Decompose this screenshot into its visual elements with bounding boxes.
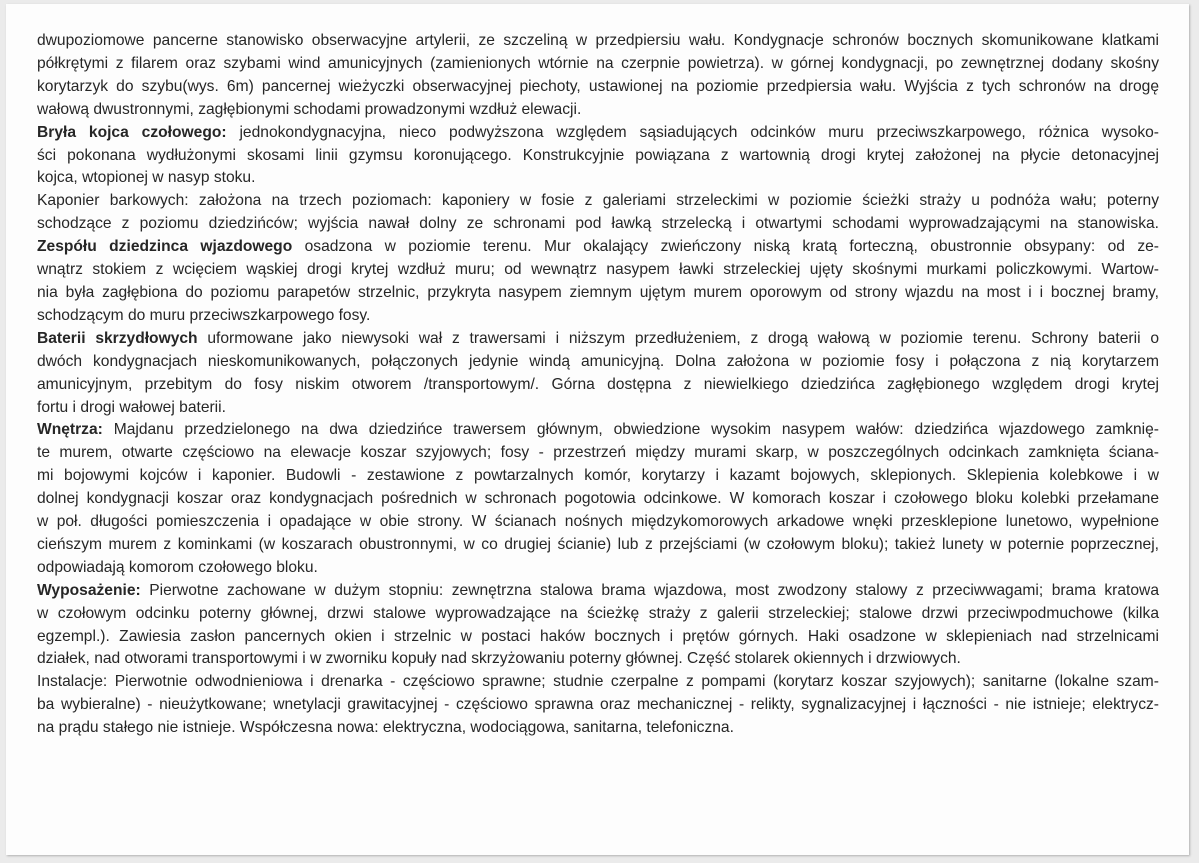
- text-line: Baterii skrzydłowych uformowane jako niewysoki wał z trawersami i niższym przedłużeniem, z drogą wałową w poziomie terenu. Schrony baterii o: [37, 329, 1159, 347]
- text-line: dolnej kondygnacji koszar oraz kondygnacjach pośrednich w schronach pogotowia odcinkowe. W komorach koszar i czołowego bloku kolebki przełamane: [37, 490, 1159, 508]
- text-line: Bryła kojca czołowego: jednokondygnacyjna, nieco podwyższona względem sąsiadujących odcinków muru przeciwszkarpowego, różnica wysoko-: [37, 123, 1159, 141]
- text-line: wnątrz stokiem z wcięciem wąskiej drogi krytej wzdłuż muru; od wewnątrz nasypem ławki strzeleckiej ujęty skośnymi murkami policzkowymi. Wartow-: [37, 261, 1159, 279]
- text-line: te murem, otwarte częściowo na elewacje koszar szyjowych; fosy - przestrzeń między murami skarp, w poszczególnych odcinkach zamknięta ściana-: [37, 444, 1159, 462]
- text-line: Instalacje: Pierwotnie odwodnieniowa i drenarka - częściowo sprawne; studnie czerpalne z pompami (korytarz koszar szyjowych); sanitarne (lokalne szam-: [37, 673, 1159, 691]
- text-line: ści pokonana wydłużonymi skosami linii gzymsu koronującego. Konstrukcyjnie powiązana z wartownią drogi krytej założonej na płycie detonacyjnej: [37, 146, 1159, 164]
- text-line: kojca, wtopionej w nasyp stoku.: [37, 169, 256, 187]
- section-heading: Bryła kojca czołowego:: [37, 123, 227, 141]
- text-line: Wnętrza: Majdanu przedzielonego na dwa dziedzińce trawersem głównym, obwiedzione wysokim nasypem wałów: dziedzińca wjazdowego zamknię-: [37, 421, 1159, 439]
- text-line: schodzące z poziomu dziedzińców; wyjścia nawał dolny ze schronami pod ławką strzelecką i otwartymi schodami wyprowadzającymi na stanowiska.: [37, 215, 1159, 233]
- text-line: działek, nad otworami transportowymi i w zworniku kopuły nad skrzyżowaniu poterny głównej. Część stolarek okiennych i drzwiowych.: [37, 650, 961, 668]
- section-heading: Wnętrza:: [37, 421, 103, 439]
- body-text: [37, 30, 1159, 740]
- text-line: w poł. długości pomieszczenia i opadające w obie strony. W ścianach nośnych międzykomorowych arkadowe wnęki przesklepione lunetowo, wypełnione: [37, 513, 1159, 531]
- text-line: na prądu stałego nie istnieje. Współczesna nowa: elektryczna, wodociągowa, sanitarna, telefoniczna.: [37, 719, 734, 737]
- text-line: cieńszym murem z kominkami (w koszarach obustronnymi, w co drugiej ścianie) lub z przejściami (w czołowym bloku); takież lunety w poternie poprzecznej,: [37, 535, 1159, 553]
- text-line: mi bojowymi kojców i kaponier. Budowli - zestawione z powtarzalnych komór, korytarzy i kazamt bojowych, sklepionych. Sklepienia kolebkowe i w: [37, 467, 1159, 485]
- section-heading: Wyposażenie:: [37, 581, 141, 599]
- text-line: Kaponier barkowych: założona na trzech poziomach: kaponiery w fosie z galeriami strzeleckimi w poziomie ścieżki straży u podnóża wału; poterny: [37, 192, 1159, 210]
- text-line: w czołowym odcinku poterny głównej, drzwi stalowe wyprowadzające na ścieżkę straży z galerii strzeleckiej; stalowe drzwi przeciwpodmuchowe (kilka: [37, 604, 1159, 622]
- text-line: półkrętymi z filarem oraz szybami wind amunicyjnych (zamienionych wtórnie na czerpnie powietrza). w górnej kondygnacji, po zewnętrznej dodany skośny: [37, 54, 1159, 72]
- section-heading: Zespółu dziedzinca wjazdowego: [37, 238, 293, 256]
- text-line: ba wybieralne) - nieużytkowane; wnetylacji grawitacyjnej - częściowo sprawna oraz mechanicznej - relikty, sygnalizacyjnej i łączności - nie istnieje; elektrycz-: [37, 696, 1159, 714]
- section-heading: Baterii skrzydłowych: [37, 329, 198, 347]
- text-line: fortu i drogi wałowej baterii.: [37, 398, 226, 416]
- text-line: nia była zagłębiona do poziomu parapetów strzelnic, przykryta nasypem ziemnym ujętym murem oporowym od strony wjazdu na most i i bocznej bramy,: [37, 283, 1159, 301]
- text-line: Wyposażenie: Pierwotne zachowane w dużym stopniu: zewnętrzna stalowa brama wjazdowa, most zwodzony stalowy z przeciwwagami; brama kratowa: [37, 581, 1159, 599]
- text-line: amunicyjnym, przebitym do fosy niskim otworem /transportowym/. Górna dostępna z niewielkiego dziedzińca zagłębionego względem drogi krytej: [37, 375, 1159, 393]
- text-line: schodzącym do muru przeciwszkarpowego fosy.: [37, 306, 371, 324]
- text-line: egzempl.). Zawiesia zasłon pancernych okien i strzelnic w postaci haków bocznych i prętów górnych. Haki osadzone w sklepieniach nad strzelnicami: [37, 627, 1159, 645]
- text-line: dwóch kondygnacjach nieskomunikowanych, połączonych jedynie windą amunicyjną. Dolna założona w poziomie fosy i połączona z nią korytarzem: [37, 352, 1159, 370]
- text-line: Zespółu dziedzinca wjazdowego osadzona w poziomie terenu. Mur okalający zwieńczony niską kratą forteczną, obustronnie obsypany: od ze-: [37, 238, 1159, 256]
- text-line: korytarzyk do szybu(wys. 6m) pancernej wieżyczki obserwacyjnej piechoty, ustawionej na poziomie przedpiersia wału. Wyjścia z tych schronów na drogę: [37, 77, 1159, 95]
- text-line: wałową dwustronnymi, zagłębionymi schodami prowadzonymi wzdłuż elewacji.: [37, 100, 582, 118]
- text-line: odpowiadają komorom czołowego bloku.: [37, 558, 318, 576]
- text-line: dwupoziomowe pancerne stanowisko obserwacyjne artylerii, ze szczeliną w przedpiersiu wału. Kondygnacje schronów bocznych skomunikowane klatkami: [37, 32, 1159, 49]
- document-page: [6, 4, 1189, 855]
